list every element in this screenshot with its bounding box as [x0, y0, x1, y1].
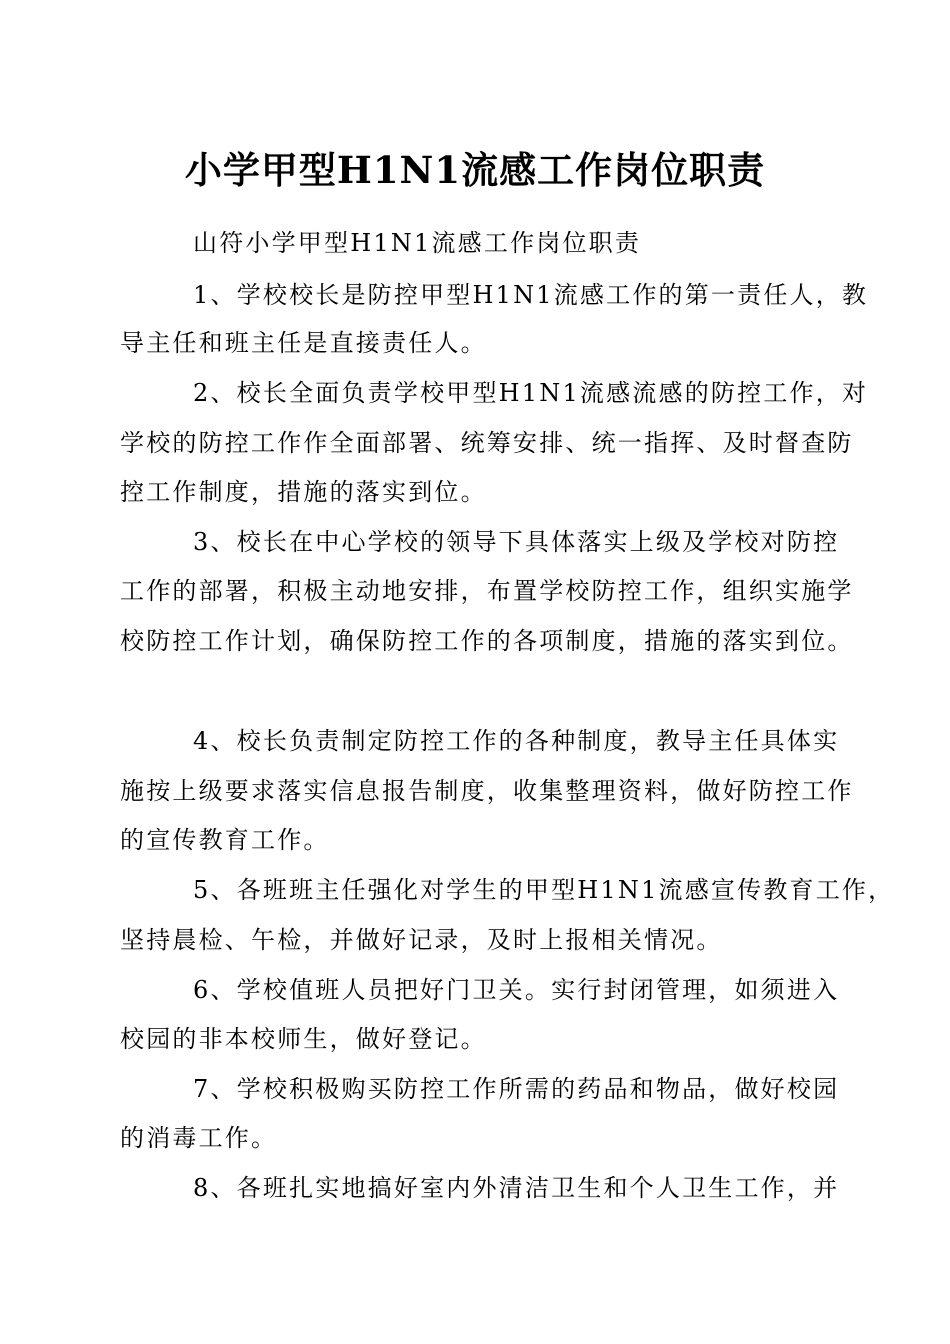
text-line: 6、学校值班人员把好门卫关。实行封闭管理，如须进入 — [193, 976, 840, 1004]
page-title: 小学甲型H1N1流感工作岗位职责 — [184, 148, 766, 192]
text-line: 校防控工作计划，确保防控工作的各项制度，措施的落实到位。 — [120, 627, 854, 655]
text-line: 4、校长负责制定防控工作的各种制度，教导主任具体实 — [193, 727, 840, 755]
text-line: 的宣传教育工作。 — [120, 826, 330, 854]
text-line: 导主任和班主任是直接责任人。 — [120, 329, 487, 357]
text-line: 坚持晨检、午检，并做好记录，及时上报相关情况。 — [120, 926, 723, 954]
subtitle-line: 山符小学甲型H1N1流感工作岗位职责 — [193, 229, 642, 257]
text-line: 1、学校校长是防控甲型H1N1流感工作的第一责任人，教 — [193, 281, 869, 309]
text-line: 学校的防控工作作全面部署、统筹安排、统一指挥、及时督查防 — [120, 429, 854, 457]
text-line: 控工作制度，措施的落实到位。 — [120, 478, 487, 506]
text-line: 工作的部署，积极主动地安排，布置学校防控工作，组织实施学 — [120, 577, 854, 605]
text-line: 8、各班扎实地搞好室内外清洁卫生和个人卫生工作，并 — [193, 1174, 840, 1202]
text-line: 7、学校积极购买防控工作所需的药品和物品，做好校园 — [193, 1075, 840, 1103]
text-line: 校园的非本校师生，做好登记。 — [120, 1025, 487, 1053]
text-line: 施按上级要求落实信息报告制度，收集整理资料，做好防控工作 — [120, 777, 854, 805]
text-line: 3、校长在中心学校的领导下具体落实上级及学校对防控 — [193, 528, 840, 556]
text-line: 的消毒工作。 — [120, 1124, 278, 1152]
text-line: 5、各班班主任强化对学生的甲型H1N1流感宣传教育工作， — [193, 876, 895, 904]
text-line: 2、校长全面负责学校甲型H1N1流感流感的防控工作，对 — [193, 379, 869, 407]
